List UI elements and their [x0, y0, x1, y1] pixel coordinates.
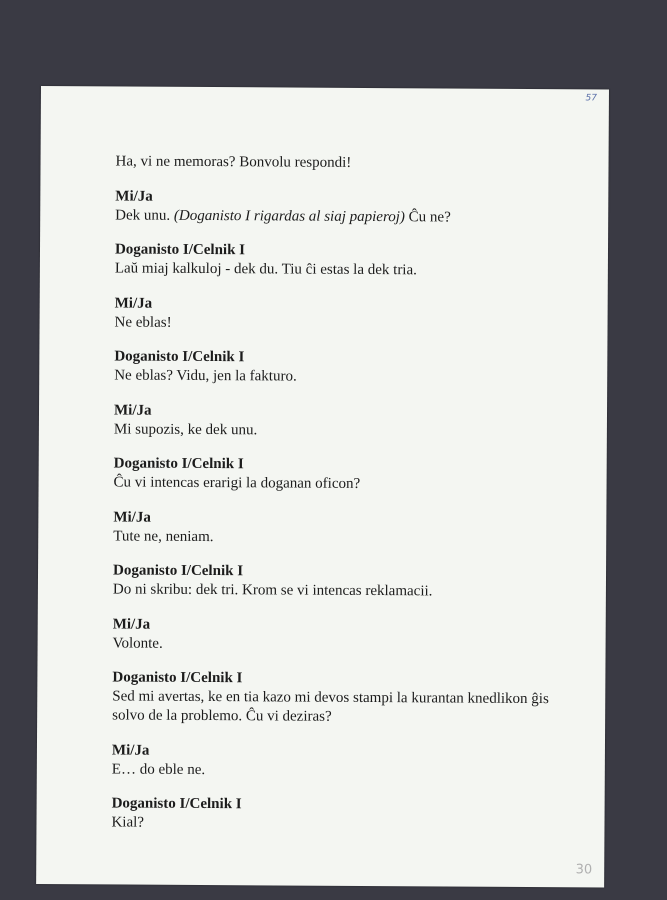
dialogue-line — [115, 206, 575, 228]
dialogue-line: Kial? — [111, 814, 145, 831]
paper-sheet — [36, 86, 609, 887]
dialogue-block — [112, 668, 572, 728]
dialogue-line: Laŭ miaj kalkuloj - dek du. Tiu ĉi estas la dek tria. — [114, 260, 417, 279]
speaker-name: Mi/Ja — [113, 401, 152, 419]
speaker-name: Doganisto I/Celnik I — [113, 455, 244, 473]
sheet-number: 30 — [575, 862, 593, 878]
handwritten-page-number: 57 — [585, 93, 597, 104]
dialogue-text: Ĉu ne? — [408, 208, 451, 226]
dialogue-text: Dek unu. — [115, 206, 171, 224]
dialogue-block — [115, 152, 575, 174]
dialogue-line: Do ni skribu: dek tri. Krom se vi intencas reklamacii. — [112, 581, 433, 600]
dialogue-block — [115, 240, 575, 281]
dialogue-block — [112, 741, 572, 782]
dialogue-block — [114, 347, 574, 388]
stage-direction: (Doganisto I rigardas al siaj papieroj) — [173, 207, 405, 225]
dialogue-line: Ne eblas! — [114, 313, 172, 331]
speaker-name: Mi/Ja — [115, 187, 153, 205]
dialogue-line: Mi supozis, ke dek unu. — [113, 420, 258, 438]
dialogue-block — [113, 561, 573, 602]
dialogue-block — [115, 187, 575, 228]
dialogue-line: Tute ne, neniam. — [113, 527, 214, 545]
dialogue-line: Ne eblas? Vidu, jen la fakturo. — [114, 367, 297, 385]
speaker-name: Mi/Ja — [111, 741, 150, 759]
dialogue-block — [111, 794, 571, 835]
script-text — [111, 152, 575, 850]
dialogue-line: Sed mi avertas, ke en tia kazo mi devos stampi la kurantan knedlikon ĝis solvo de la problemo. Ĉu vi deziras? — [112, 688, 549, 725]
speaker-name: Doganisto I/Celnik I — [114, 348, 245, 366]
speaker-name: Doganisto I/Celnik I — [111, 795, 242, 813]
dialogue-block — [113, 615, 573, 656]
dialogue-block — [114, 454, 574, 495]
dialogue-line: Ha, vi ne memoras? Bonvolu respondi! — [115, 153, 352, 171]
dialogue-line: Volonte. — [112, 634, 163, 652]
dialogue-line: E… do eble ne. — [111, 760, 206, 778]
dialogue-line: Ĉu vi intencas erarigi la doganan oficon? — [113, 474, 361, 492]
speaker-name: Mi/Ja — [113, 508, 151, 526]
speaker-name: Doganisto I/Celnik I — [112, 562, 244, 580]
speaker-name: Mi/Ja — [112, 615, 151, 633]
speaker-name: Mi/Ja — [114, 294, 153, 312]
speaker-name: Doganisto I/Celnik I — [112, 669, 243, 687]
dialogue-block — [113, 508, 573, 549]
dialogue-block — [114, 294, 574, 335]
speaker-name: Doganisto I/Celnik I — [114, 241, 246, 259]
dialogue-block — [114, 401, 574, 442]
